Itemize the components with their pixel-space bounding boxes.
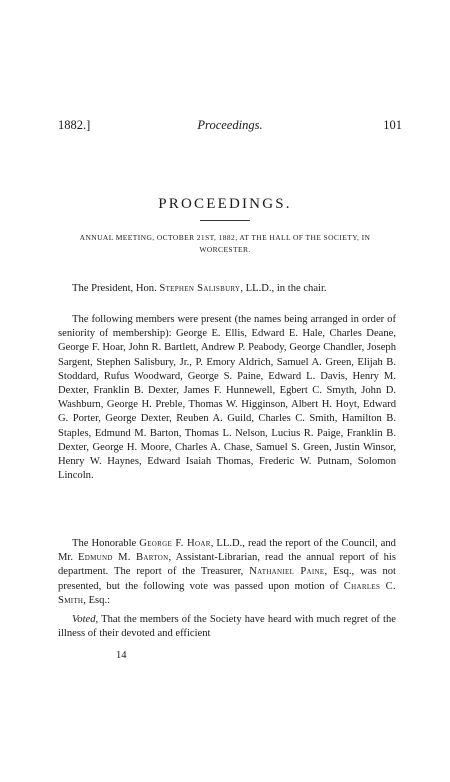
paragraph-vote <box>58 613 396 641</box>
name-hoar: George F. Hoar <box>139 538 211 549</box>
para3-text-b: , LL.D., read the report of the Council, and Mr. <box>58 538 396 564</box>
page-title: PROCEEDINGS. <box>158 196 292 212</box>
paragraph-reports <box>58 537 396 608</box>
members-list-text: The following members were present (the names being arranged in order of seniority of membership): George E. Ellis, Edward E. Hale, Charles Deane, George F. Hoar, John R. Bartlett, Andrew P. Peabody, George Chandler, Joseph Sargent, Stephen Salisbury, Jr., P. Emory Aldrich, Samuel A. Green, Elijah B. Stoddard, Rufus Woodward, George S. Paine, Edward L. Davis, Henry M. Dexter, Franklin B. Dexter, James F. Hunnewell, Egbert C. Smyth, John D. Washburn, George H. Preble, Thomas W. Higginson, Albert H. Hoyt, Edward G. Porter, George Dexter, Reuben A. Guild, Charles C. Smith, Hamilton B. Staples, Edmund M. Barton, Thomas L. Nelson, Lucius R. Paige, Franklin B. Dexter, George H. Moore, Charles A. Chase, Samuel S. Green, Justin Winsor, Henry W. Haynes, Edward Isaiah Thomas, Frederic W. Putnam, Solomon Lincoln. <box>58 314 396 482</box>
name-smith: Charles C. Smith <box>58 580 396 606</box>
paragraph-members-present <box>58 313 396 483</box>
name-barton: Edmund M. Barton <box>78 552 169 564</box>
president-name: Stephen Salisbury <box>159 283 241 294</box>
page-number: 101 <box>383 118 402 132</box>
running-head-section: Proceedings. <box>197 118 263 132</box>
para1-text-b: , LL.D., in the chair. <box>240 283 327 294</box>
para3-text-c: , Assistant-Librarian, read the annual report of his department. The report of the Treasurer, <box>58 552 396 578</box>
para3-text-e: , Esq.: <box>83 594 111 606</box>
vote-text: That the members of the Society have heard with much regret of the illness of their devoted and efficient <box>58 614 396 640</box>
running-head-year: 1882.] <box>58 118 91 132</box>
para1-text-a: The President, Hon. <box>72 283 160 294</box>
name-paine: Nathaniel Paine <box>249 566 325 578</box>
para3-text-d: , Esq., was not presented, but the following vote was passed upon motion of <box>58 566 396 592</box>
paragraph-chair <box>58 282 396 296</box>
voted-label: Voted, <box>72 614 99 625</box>
title-rule <box>200 220 250 221</box>
meeting-subheading: ANNUAL MEETING, OCTOBER 21ST, 1882, AT THE HALL OF THE SOCIETY, IN WORCESTER. <box>79 233 371 254</box>
running-head <box>58 118 402 134</box>
signature-mark: 14 <box>116 650 127 661</box>
para3-text-a: The Honorable <box>72 538 140 549</box>
